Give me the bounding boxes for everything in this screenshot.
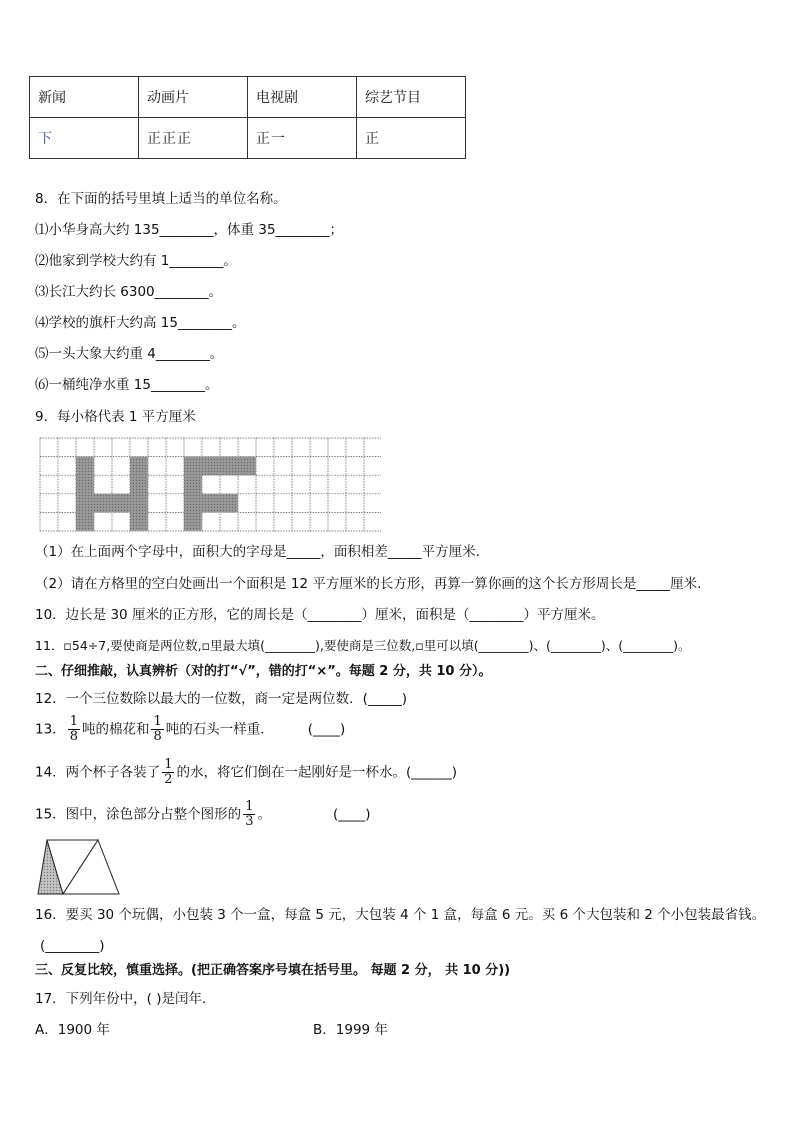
question-10: 10．边长是 30 厘米的正方形，它的周长是（________）厘米，面积是（________）平方厘米。 (35, 607, 605, 623)
table-header-cell: 新闻 (30, 77, 139, 118)
question-13 (35, 715, 345, 744)
question-8-item: ⑷学校的旗杆大约高 15________。 (35, 315, 246, 331)
question-9-part-1: （1）在上面两个字母中，面积大的字母是_____，面积相差_____平方厘米． (35, 544, 490, 560)
shaded-cell (184, 512, 202, 531)
fraction-numerator: 1 (69, 714, 78, 729)
question-15-prefix: 15．图中，涂色部分占整个图形的 (35, 806, 242, 823)
fraction-numerator: 1 (245, 799, 254, 814)
question-12: 12．一个三位数除以最大的一位数，商一定是两位数．(_____) (35, 691, 407, 707)
fraction-denominator: 8 (69, 729, 78, 744)
section-2-heading: 二、仔细推敲，认真辨析（对的打“√”，错的打“×”。每题 2 分，共 10 分）。 (35, 664, 492, 679)
table-header-cell: 综艺节目 (357, 77, 466, 118)
question-13-prefix: 13． (35, 721, 66, 738)
shaded-triangle-figure (37, 838, 121, 896)
shaded-cell (76, 475, 94, 494)
question-13-mid: 吨的棉花和 (81, 721, 150, 738)
fraction-denominator: 3 (245, 814, 254, 829)
shaded-cell (220, 457, 238, 476)
shaded-cell (76, 457, 94, 476)
tally-cell: 正 (357, 118, 466, 159)
tally-cell: 正正正 (139, 118, 248, 159)
tally-cell: 下 (30, 118, 139, 159)
table-header-cell: 动画片 (139, 77, 248, 118)
question-8-item: ⑸一头大象大约重 4________。 (35, 346, 224, 362)
question-8-item: ⑶长江大约长 6300________。 (35, 284, 223, 300)
shaded-cell (220, 494, 238, 513)
question-9-title: 9．每小格代表 1 平方厘米 (35, 409, 196, 425)
question-14-prefix: 14．两个杯子各装了 (35, 764, 161, 781)
shaded-cell (130, 475, 148, 494)
shaded-cell (202, 494, 220, 513)
answer-blank: (________) (40, 938, 105, 954)
shaded-cell (112, 494, 130, 513)
shaded-cell (238, 457, 256, 476)
fraction-numerator: 1 (164, 757, 173, 772)
question-15 (35, 800, 371, 829)
fraction (243, 800, 255, 829)
tally-cell: 正一 (248, 118, 357, 159)
question-11: 11．▫54÷7,要使商是两位数,▫里最大填(________),要使商是三位数,▫里可以填(________)、(________)、(________)。 (35, 638, 691, 653)
option-b: B．1999 年 (313, 1022, 388, 1038)
shaded-cell (94, 494, 112, 513)
question-14-suffix: 的水，将它们倒在一起刚好是一杯水。(______) (176, 764, 458, 781)
shaded-cell (130, 457, 148, 476)
fraction-denominator: 8 (153, 729, 162, 744)
shaded-cell (202, 457, 220, 476)
question-16: 16．要买 30 个玩偶，小包装 3 个一盒，每盒 5 元，大包装 4 个 1 盒，每盒 6 元。买 6 个大包装和 2 个小包装最省钱。 (35, 907, 766, 923)
shaded-cell (130, 512, 148, 531)
fraction-denominator: 2 (164, 772, 173, 787)
question-15-suffix: 。 (257, 806, 271, 823)
table-header-row (30, 77, 466, 118)
fraction-numerator: 1 (153, 714, 162, 729)
fraction (151, 715, 163, 744)
answer-blank: (____) (332, 806, 371, 823)
question-9-part-2: （2）请在方格里的空白处画出一个面积是 12 平方厘米的长方形，再算一算你画的这个长方形周长是_____厘米． (35, 576, 711, 592)
fraction (68, 715, 80, 744)
question-13-suffix: 吨的石头一样重． (165, 721, 274, 738)
section-3-heading: 三、反复比较，慎重选择。(把正确答案序号填在括号里。 每题 2 分， 共 10 分)) (35, 963, 511, 978)
table-tally-row (30, 118, 466, 159)
option-a: A．1900 年 (35, 1022, 110, 1038)
shaded-cell (76, 512, 94, 531)
question-14 (35, 758, 457, 787)
shaded-cell (184, 457, 202, 476)
square-grid-figure (39, 437, 381, 532)
question-17-title: 17．下列年份中，( )是闰年． (35, 991, 216, 1007)
shaded-cell (130, 494, 148, 513)
shaded-cell (184, 475, 202, 494)
question-8-item: ⑹一桶纯净水重 15________。 (35, 377, 219, 393)
fraction (162, 758, 174, 787)
shaded-cell (184, 494, 202, 513)
table-header-cell: 电视剧 (248, 77, 357, 118)
shaded-cell (76, 494, 94, 513)
question-8-item: ⑴小华身高大约 135________，体重 35________； (35, 222, 344, 238)
answer-blank: (____) (307, 721, 346, 738)
question-8-title: 8．在下面的括号里填上适当的单位名称。 (35, 191, 287, 207)
question-8-item: ⑵他家到学校大约有 1________。 (35, 253, 237, 269)
tally-table (29, 76, 466, 159)
